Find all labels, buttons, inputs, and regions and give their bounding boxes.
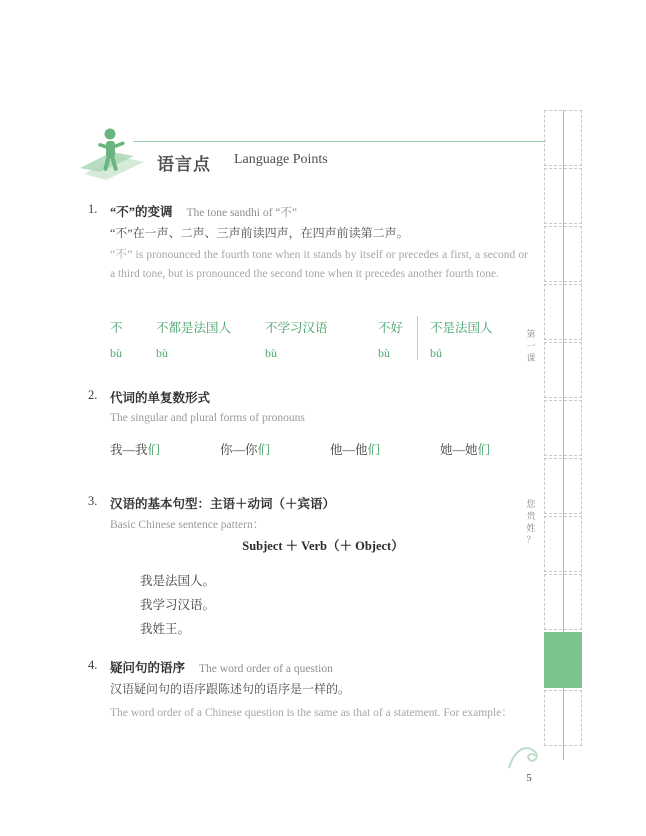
tone-sandhi-table [110, 318, 520, 366]
pronoun-cell-4-sg: 她—她 [440, 443, 478, 457]
side-tab-9 [544, 574, 582, 630]
side-tab-3 [544, 226, 582, 282]
point-2-line-en: The singular and plural forms of pronouns [110, 412, 305, 424]
point-4-heading-zh: 疑问句的语序 [110, 661, 186, 675]
pronoun-cell-4-pl: 们 [477, 443, 491, 457]
pronoun-cell-2-sg: 你—你 [220, 443, 258, 457]
pronoun-cell-3-sg: 他—他 [330, 443, 368, 457]
tone-cell-2-hanzi: 不都是法国人 [156, 321, 232, 335]
pronoun-cell-2-pl: 们 [257, 443, 271, 457]
tone-cell-1-hanzi: 不 [110, 321, 123, 335]
pronoun-cell-1-sg: 我—我 [110, 443, 148, 457]
tone-cell-5-pinyin: bú [430, 346, 442, 360]
tone-cell-3-hanzi: 不学习汉语 [265, 321, 328, 335]
tone-cell-1 [110, 318, 123, 361]
point-1-heading [110, 202, 297, 220]
tone-cell-4-hanzi: 不好 [378, 321, 404, 335]
sentence-pattern-formula: Subject ＋ Verb（＋ Object） [242, 539, 404, 553]
tone-cell-3-pinyin: bù [265, 346, 277, 360]
tone-cell-1-pinyin: bù [110, 346, 122, 360]
pronoun-cell-3 [330, 440, 380, 458]
side-tab-current [544, 632, 582, 688]
tone-cell-5 [430, 318, 493, 361]
point-1-heading-zh: “不”的变调 [110, 205, 173, 219]
side-tab-6 [544, 400, 582, 456]
tone-cell-2 [156, 318, 231, 361]
point-3-line-en: Basic Chinese sentence pattern： [110, 519, 265, 531]
side-tab-1 [544, 110, 582, 166]
point-2-heading-zh: 代词的单复数形式 [110, 391, 211, 405]
side-tab-question-label: 您 贵 姓 ？ [526, 499, 536, 545]
pronoun-cell-1-pl: 们 [147, 443, 161, 457]
pronoun-cell-3-pl: 们 [367, 443, 381, 457]
tone-cell-4-pinyin: bù [378, 346, 390, 360]
point-1-number: 1. [88, 202, 98, 216]
side-tab-5 [544, 342, 582, 398]
point-4-number: 4. [88, 658, 98, 672]
side-tab-4 [544, 284, 582, 340]
point-3-example-2: 我学习汉语。 [140, 598, 216, 612]
point-3-number: 3. [88, 494, 98, 508]
page-title-zh: 语言点 [157, 155, 211, 174]
footer-swirl-ornament [505, 742, 551, 770]
tone-cell-5-hanzi: 不是法国人 [430, 321, 493, 335]
side-tab-11 [544, 690, 582, 746]
point-1-para-en: “不” is pronounced the fourth tone when it stands by itself or precedes a first, a second or a third tone, but is pronounced the second tone when it precedes another fourth tone. [110, 249, 528, 280]
pronoun-cell-4 [440, 440, 490, 458]
pronoun-cell-2 [220, 440, 270, 458]
point-2-number: 2. [88, 388, 98, 402]
point-4-line-zh: 汉语疑问句的语序跟陈述句的语序是一样的。 [110, 682, 351, 696]
point-1-line-zh: “不”在一声、二声、三声前读四声，在四声前读第二声。 [110, 226, 409, 240]
page-number: 5 [526, 772, 532, 784]
point-4-para-en: The word order of a Chinese question is the same as that of a statement. For example： [110, 707, 513, 719]
tone-cell-2-pinyin: bù [156, 346, 168, 360]
pronoun-cell-1 [110, 440, 160, 458]
side-tab-7 [544, 458, 582, 514]
tone-cell-4 [378, 318, 403, 361]
point-4-heading-en: The word order of a question [199, 663, 333, 675]
point-3-heading-zh: 汉语的基本句型：主语＋动词（＋宾语） [110, 497, 336, 511]
header-rule [133, 141, 546, 142]
point-3-example-3: 我姓王。 [140, 622, 191, 636]
walking-person-icon [78, 122, 148, 184]
tone-table-divider [417, 316, 418, 360]
page-title-en: Language Points [234, 152, 328, 167]
side-tab-lesson-label: 第 一 课 [526, 329, 536, 363]
side-tab-column [526, 110, 584, 760]
point-3-example-1: 我是法国人。 [140, 574, 216, 588]
side-tab-2 [544, 168, 582, 224]
tone-cell-3 [265, 318, 328, 361]
point-4-heading [110, 658, 333, 676]
point-1-heading-en: The tone sandhi of “不” [186, 207, 298, 219]
